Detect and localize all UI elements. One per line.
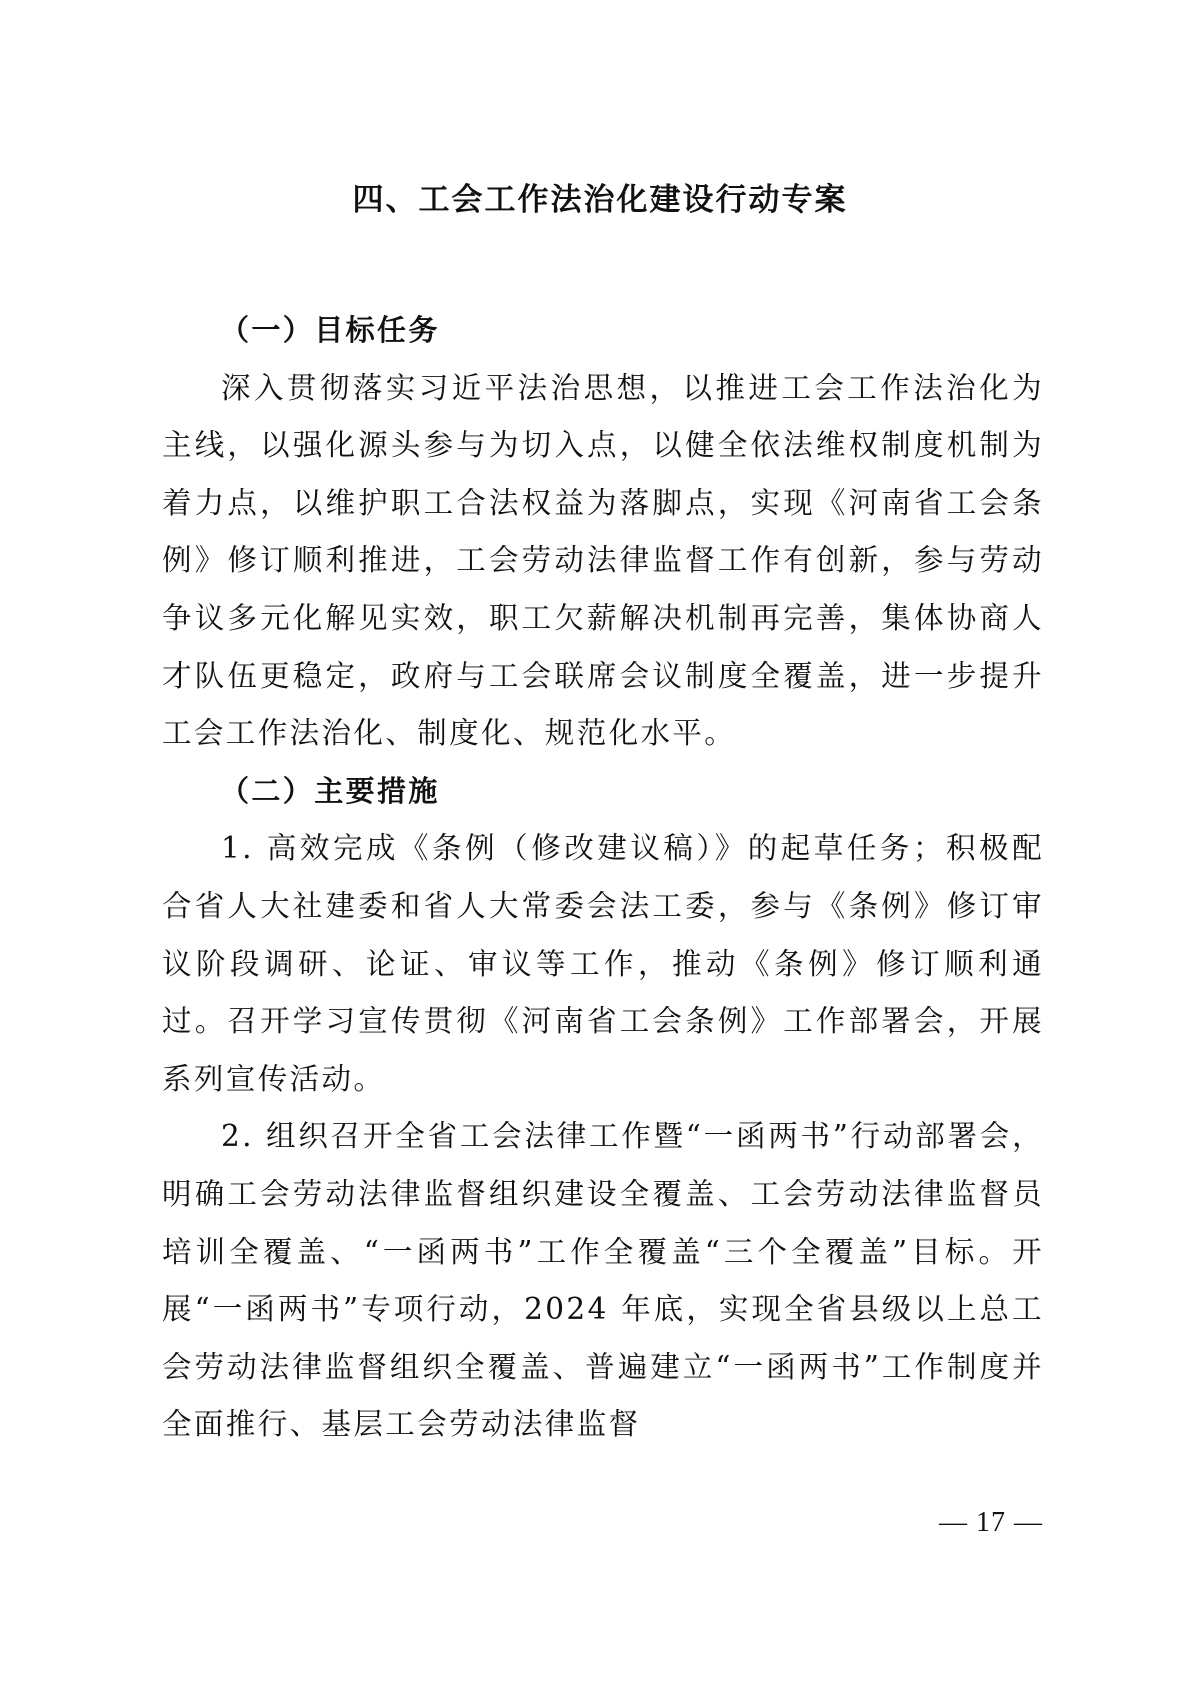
document-body (162, 302, 1044, 1454)
document-title: 四、工会工作法治化建设行动专案 (352, 182, 848, 218)
paragraph-measure-2: 2. 组织召开全省工会法律工作暨“一函两书”行动部署会，明确工会劳动法律监督组织建设全覆盖、工会劳动法律监督员培训全覆盖、“一函两书”工作全覆盖“三个全覆盖”目标。开展“一函两书”专项行动，2024 年底，实现全省县级以上总工会劳动法律监督组织全覆盖、普遍建立“一函两书”工作制度并全面推行、基层工会劳动法律监督 (162, 1119, 1044, 1442)
section-heading-measures: （二）主要措施 (220, 773, 440, 808)
page-number: — 17 — (939, 1507, 1043, 1538)
paragraph-measure-1: 1. 高效完成《条例（修改建议稿）》的起草任务；积极配合省人大社建委和省人大常委会法工委，参与《条例》修订审议阶段调研、论证、审议等工作，推动《条例》修订顺利通过。召开学习宣传贯彻《河南省工会条例》工作部署会，开展系列宣传活动。 (162, 831, 1044, 1096)
paragraph-goals: 深入贯彻落实习近平法治思想，以推进工会工作法治化为主线，以强化源头参与为切入点，以健全依法维权制度机制为着力点，以维护职工合法权益为落脚点，实现《河南省工会条例》修订顺利推进，工会劳动法律监督工作有创新，参与劳动争议多元化解见实效，职工欠薪解决机制再完善，集体协商人才队伍更稳定，政府与工会联席会议制度全覆盖，进一步提升工会工作法治化、制度化、规范化水平。 (162, 370, 1044, 751)
section-heading-goals: （一）目标任务 (220, 313, 440, 347)
